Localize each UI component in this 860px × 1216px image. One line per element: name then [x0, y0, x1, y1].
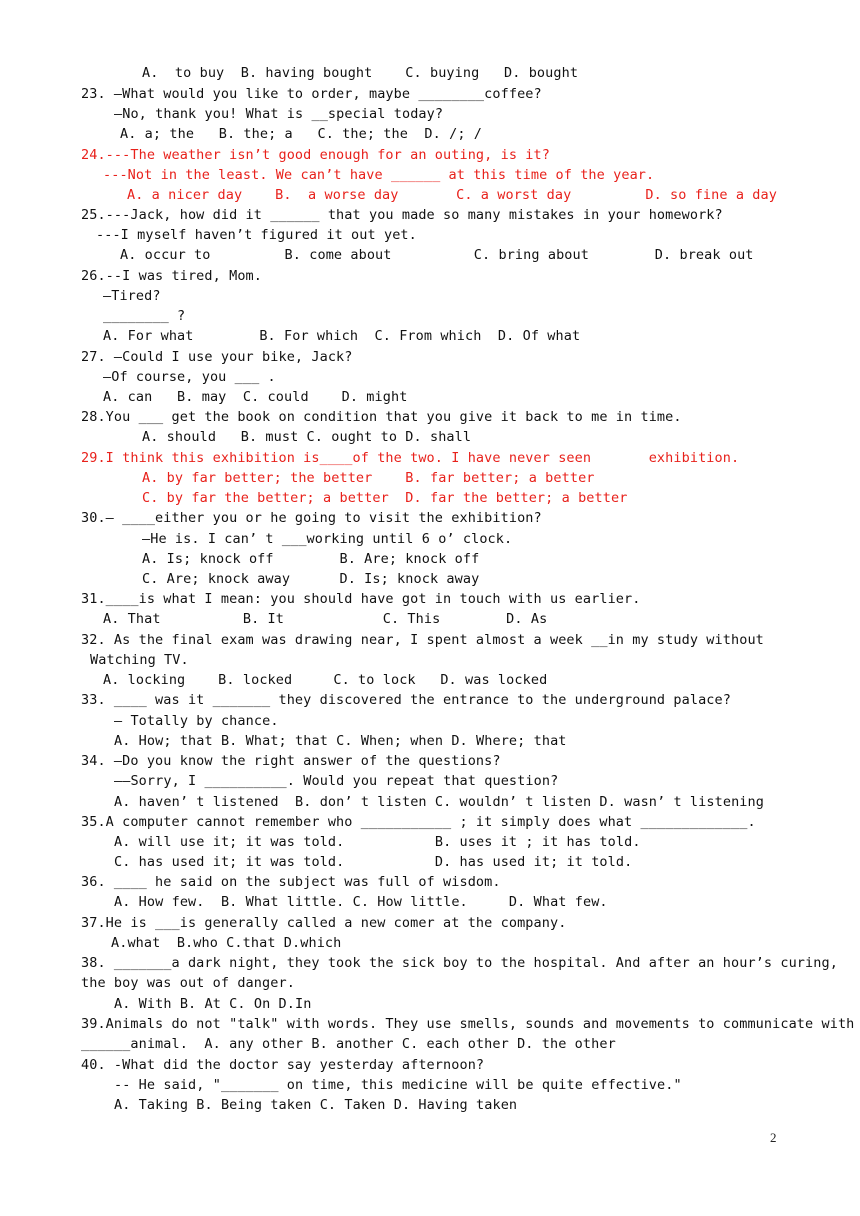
text-line: C. has used it; it was told. D. has used it; it told. — [114, 854, 633, 870]
text-line: A. How; that B. What; that C. When; when D. Where; that — [114, 733, 567, 749]
text-line: 23. —What would you like to order, maybe ________coffee? — [81, 86, 542, 102]
text-line: 33. ____ was it _______ they discovered the entrance to the underground palace? — [81, 692, 731, 708]
text-line: A. With B. At C. On D.In — [114, 996, 312, 1012]
text-line: 40. -What did the doctor say yesterday afternoon? — [81, 1057, 485, 1073]
text-line: A. occur to B. come about C. bring about D. break out — [120, 247, 754, 263]
text-line: 35.A computer cannot remember who ___________ ; it simply does what _____________. — [81, 814, 756, 830]
text-line: ---I myself haven’t figured it out yet. — [96, 227, 417, 243]
text-line: the boy was out of danger. — [81, 975, 295, 991]
text-line: A. Is; knock off B. Are; knock off — [142, 551, 480, 567]
page-number: 2 — [770, 1130, 777, 1145]
text-line: A. can B. may C. could D. might — [103, 389, 408, 405]
text-line: A. a nicer day B. a worse day C. a worst day D. so fine a day — [127, 187, 777, 203]
text-line: ---Not in the least. We can’t have ______ at this time of the year. — [103, 167, 655, 183]
text-line: —No, thank you! What is __special today? — [114, 106, 444, 122]
text-line: — Totally by chance. — [114, 713, 279, 729]
text-line: 30.— ____either you or he going to visit the exhibition? — [81, 510, 542, 526]
text-line: 38. _______a dark night, they took the sick boy to the hospital. And after an hour’s curing, — [81, 955, 838, 971]
text-line: —Of course, you ___ . — [103, 369, 276, 385]
text-line: A.what B.who C.that D.which — [111, 935, 342, 951]
text-line: A. locking B. locked C. to lock D. was locked — [103, 672, 548, 688]
text-line: 29.I think this exhibition is____of the two. I have never seen exhibition. — [81, 450, 740, 466]
text-line: A. Taking B. Being taken C. Taken D. Having taken — [114, 1097, 518, 1113]
text-line: A. For what B. For which C. From which D. Of what — [103, 328, 581, 344]
text-line: A. should B. must C. ought to D. shall — [142, 429, 472, 445]
text-line: A. haven’ t listened B. don’ t listen C. wouldn’ t listen D. wasn’ t listening — [114, 794, 764, 810]
text-line: 36. ____ he said on the subject was full of wisdom. — [81, 874, 501, 890]
text-line: C. by far the better; a better D. far the better; a better — [142, 490, 628, 506]
text-line: 28.You ___ get the book on condition that you give it back to me in time. — [81, 409, 682, 425]
text-line: —Tired? — [103, 288, 161, 304]
text-line: A. to buy B. having bought C. buying D. bought — [142, 65, 579, 81]
text-line: —He is. I can’ t ___working until 6 o’ clock. — [142, 531, 513, 547]
text-line: A. How few. B. What little. C. How little. D. What few. — [114, 894, 608, 910]
text-line: 34. —Do you know the right answer of the questions? — [81, 753, 501, 769]
text-line: A. a; the B. the; a C. the; the D. /; / — [120, 126, 483, 142]
text-line: ——Sorry, I __________. Would you repeat that question? — [114, 773, 559, 789]
text-line: A. by far better; the better B. far better; a better — [142, 470, 595, 486]
text-line: -- He said, "_______ on time, this medicine will be quite effective." — [114, 1077, 682, 1093]
text-line: C. Are; knock away D. Is; knock away — [142, 571, 480, 587]
text-line: 32. As the final exam was drawing near, I spent almost a week __in my study without — [81, 632, 764, 648]
text-line: ______animal. A. any other B. another C. each other D. the other — [81, 1036, 616, 1052]
text-line: ________ ? — [103, 308, 186, 324]
text-line: 39.Animals do not "talk" with words. They use smells, sounds and movements to communicate with — [81, 1016, 855, 1032]
text-line: 25.---Jack, how did it ______ that you made so many mistakes in your homework? — [81, 207, 723, 223]
text-line: A. will use it; it was told. B. uses it ; it has told. — [114, 834, 641, 850]
text-line: 37.He is ___is generally called a new comer at the company. — [81, 915, 567, 931]
text-line: A. That B. It C. This D. As — [103, 611, 548, 627]
text-line: 31.____is what I mean: you should have got in touch with us earlier. — [81, 591, 641, 607]
text-line: 26.--I was tired, Mom. — [81, 268, 263, 284]
text-line: 27. —Could I use your bike, Jack? — [81, 349, 353, 365]
text-line: 24.---The weather isn’t good enough for an outing, is it? — [81, 147, 550, 163]
text-line: Watching TV. — [90, 652, 189, 668]
